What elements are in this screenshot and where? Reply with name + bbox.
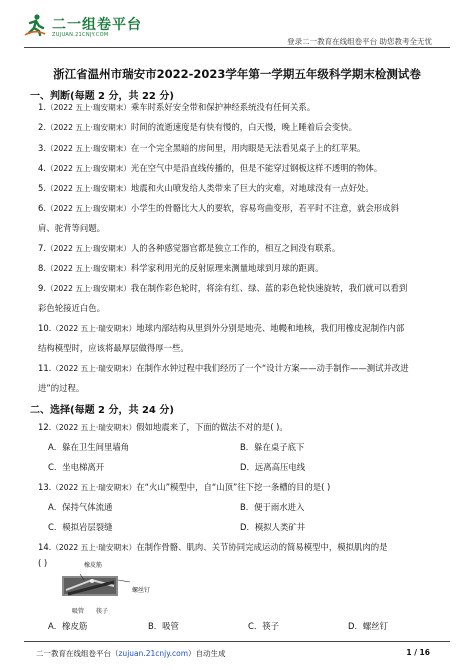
section-heading-judge: 一、判断(每题 2 分，共 22 分)	[30, 91, 174, 102]
footer-prefix: 二一教育在线组卷平台（	[36, 649, 119, 658]
question-tag: （2022 五上·瑞安期末）	[46, 184, 131, 193]
question-text: 光在空气中是沿直线传播的，但是不能穿过钢板这样不透明的物体。	[130, 163, 383, 173]
question-text: 在一个完全黑暗的房间里，用肉眼是无法看见桌子上的红苹果。	[130, 143, 366, 153]
figure-label-straw: 吸管	[72, 608, 85, 615]
footer-source	[36, 648, 226, 659]
question-5	[38, 182, 374, 195]
option-b[interactable]: B．躲在桌子底下	[240, 442, 305, 452]
question-12	[38, 421, 288, 434]
question-tag: （2022 五上·瑞安期末）	[51, 543, 137, 552]
option-c[interactable]: C．坐电梯离开	[48, 462, 105, 472]
question-10-continued: 结构模型时，应该将最厚层做得厚一些。	[38, 343, 189, 353]
page-number: 1 / 16	[406, 648, 430, 657]
option-a[interactable]: A．保持气体流通	[48, 502, 113, 512]
question-tag: （2022 五上·瑞安期末）	[46, 164, 131, 173]
page-header	[0, 0, 474, 48]
question-number: 8.	[38, 263, 46, 273]
question-text: 小学生的骨骼比大人的要软，容易弯曲变形，若平时不注意，就会形成斜	[130, 203, 399, 213]
question-1	[38, 101, 315, 114]
header-slogan[interactable]: 登录二一教育在线组卷平台 助您教考全无忧	[287, 37, 432, 46]
question-11-continued: 进”的过程。	[38, 383, 85, 393]
site-logo[interactable]	[24, 14, 174, 42]
option-d[interactable]: D．螺丝钉	[348, 621, 388, 631]
question-tag: （2022 五上·瑞安期末）	[51, 324, 137, 333]
question-text: 在“火山”模型中，自“山顶”往下挖一条槽的目的是( )	[136, 482, 331, 492]
question-tag: （2022 五上·瑞安期末）	[46, 264, 131, 273]
question-text: 我在制作彩色轮时，将涂有红、绿、蓝的彩色轮快速旋转，我们就可以看到	[130, 283, 408, 293]
question-3	[38, 142, 365, 155]
question-9	[38, 282, 407, 295]
question-tag: （2022 五上·瑞安期末）	[46, 244, 131, 253]
question-text: 在制作水钟过程中我们经历了一个“设计方案——动手制作——测试并改进	[136, 363, 409, 373]
question-number: 2.	[38, 122, 46, 132]
option-c[interactable]: C．筷子	[248, 621, 279, 631]
question-number: 5.	[38, 183, 46, 193]
question-tag: （2022 五上·瑞安期末）	[46, 103, 131, 112]
question-text: 时间的流逝速度是有快有慢的，白天慢，晚上睡着后会变快。	[130, 122, 358, 132]
question-11	[38, 362, 409, 375]
question-9-continued: 彩色轮接近白色。	[38, 303, 105, 313]
figure-label-screw: 螺丝钉	[132, 587, 151, 594]
question-number: 1.	[38, 102, 46, 112]
question-number: 3.	[38, 143, 46, 153]
question-tag: （2022 五上·瑞安期末）	[46, 284, 131, 293]
question-number: 11.	[38, 363, 52, 373]
question-text: 人的各种感觉器官都是独立工作的，相互之间没有联系。	[130, 243, 341, 253]
question-8	[38, 262, 324, 275]
footer-link[interactable]: zujuan.21cnjy.com	[118, 649, 189, 658]
arm-model-image	[62, 568, 134, 608]
option-b[interactable]: B．吸管	[148, 621, 179, 631]
footer-suffix: ）自动生成	[188, 649, 226, 658]
question-text: 假如地震来了，下面的做法不对的是( )。	[136, 422, 288, 432]
question-number: 9.	[38, 283, 46, 293]
question-tag: （2022 五上·瑞安期末）	[51, 483, 137, 492]
option-b[interactable]: B．便于雨水进入	[240, 502, 305, 512]
question-text: 乘车时系好安全带和保护神经系统没有任何关系。	[130, 102, 316, 112]
page-title: 浙江省温州市瑞安市2022-2023学年第一学期五年级科学期末检测试卷	[53, 67, 421, 81]
question-10	[38, 322, 404, 335]
question-tag: （2022 五上·瑞安期末）	[46, 144, 131, 153]
question-13	[38, 481, 330, 494]
question-text: 科学家利用光的反射原理来测量地球到月球的距离。	[130, 263, 324, 273]
question-6	[38, 202, 399, 215]
question-number: 6.	[38, 203, 46, 213]
logo-text: 二一组卷平台	[52, 17, 142, 33]
question-tag: （2022 五上·瑞安期末）	[51, 423, 137, 432]
running-person-icon	[24, 14, 46, 36]
question-text: 地震和火山喷发给人类带来了巨大的灾难，对地球没有一点好处。	[130, 183, 374, 193]
question-number: 7.	[38, 243, 46, 253]
arm-model-figure	[62, 568, 134, 608]
question-text: 地球内部结构从里到外分别是地壳、地幔和地核，我们用橡皮泥制作内部	[136, 323, 405, 333]
question-number: 4.	[38, 163, 46, 173]
figure-label-chopsticks: 筷子	[96, 608, 109, 615]
option-a[interactable]: A．橡皮筋	[48, 621, 88, 631]
logo-url: ZUJUAN.21CNJY.COM	[52, 32, 109, 38]
question-4	[38, 162, 382, 175]
question-2	[38, 121, 357, 134]
header-divider	[24, 47, 450, 48]
question-tag: （2022 五上·瑞安期末）	[46, 123, 131, 132]
figure-label-rubber-band: 橡皮筋	[84, 562, 103, 569]
section-heading-choice: 二、选择(每题 2 分，共 24 分)	[30, 405, 174, 416]
option-a[interactable]: A．躲在卫生间里墙角	[48, 442, 130, 452]
question-text: 在制作骨骼、肌肉、关节协同完成运动的简易模型中，模拟肌肉的是	[136, 542, 388, 552]
option-d[interactable]: D．模拟人类矿井	[240, 522, 306, 532]
question-number: 10.	[38, 323, 52, 333]
question-number: 14.	[38, 542, 52, 552]
question-tag: （2022 五上·瑞安期末）	[51, 364, 137, 373]
question-number: 13.	[38, 482, 52, 492]
option-d[interactable]: D．远离高压电线	[240, 462, 306, 472]
question-tag: （2022 五上·瑞安期末）	[46, 204, 131, 213]
question-14-continued: ( )	[38, 558, 48, 568]
footer-divider	[24, 641, 450, 642]
option-c[interactable]: C．模拟岩层裂缝	[48, 522, 113, 532]
question-number: 12.	[38, 422, 52, 432]
question-6-continued: 肩、驼背等问题。	[38, 223, 105, 233]
question-7	[38, 242, 340, 255]
question-14	[38, 541, 387, 554]
